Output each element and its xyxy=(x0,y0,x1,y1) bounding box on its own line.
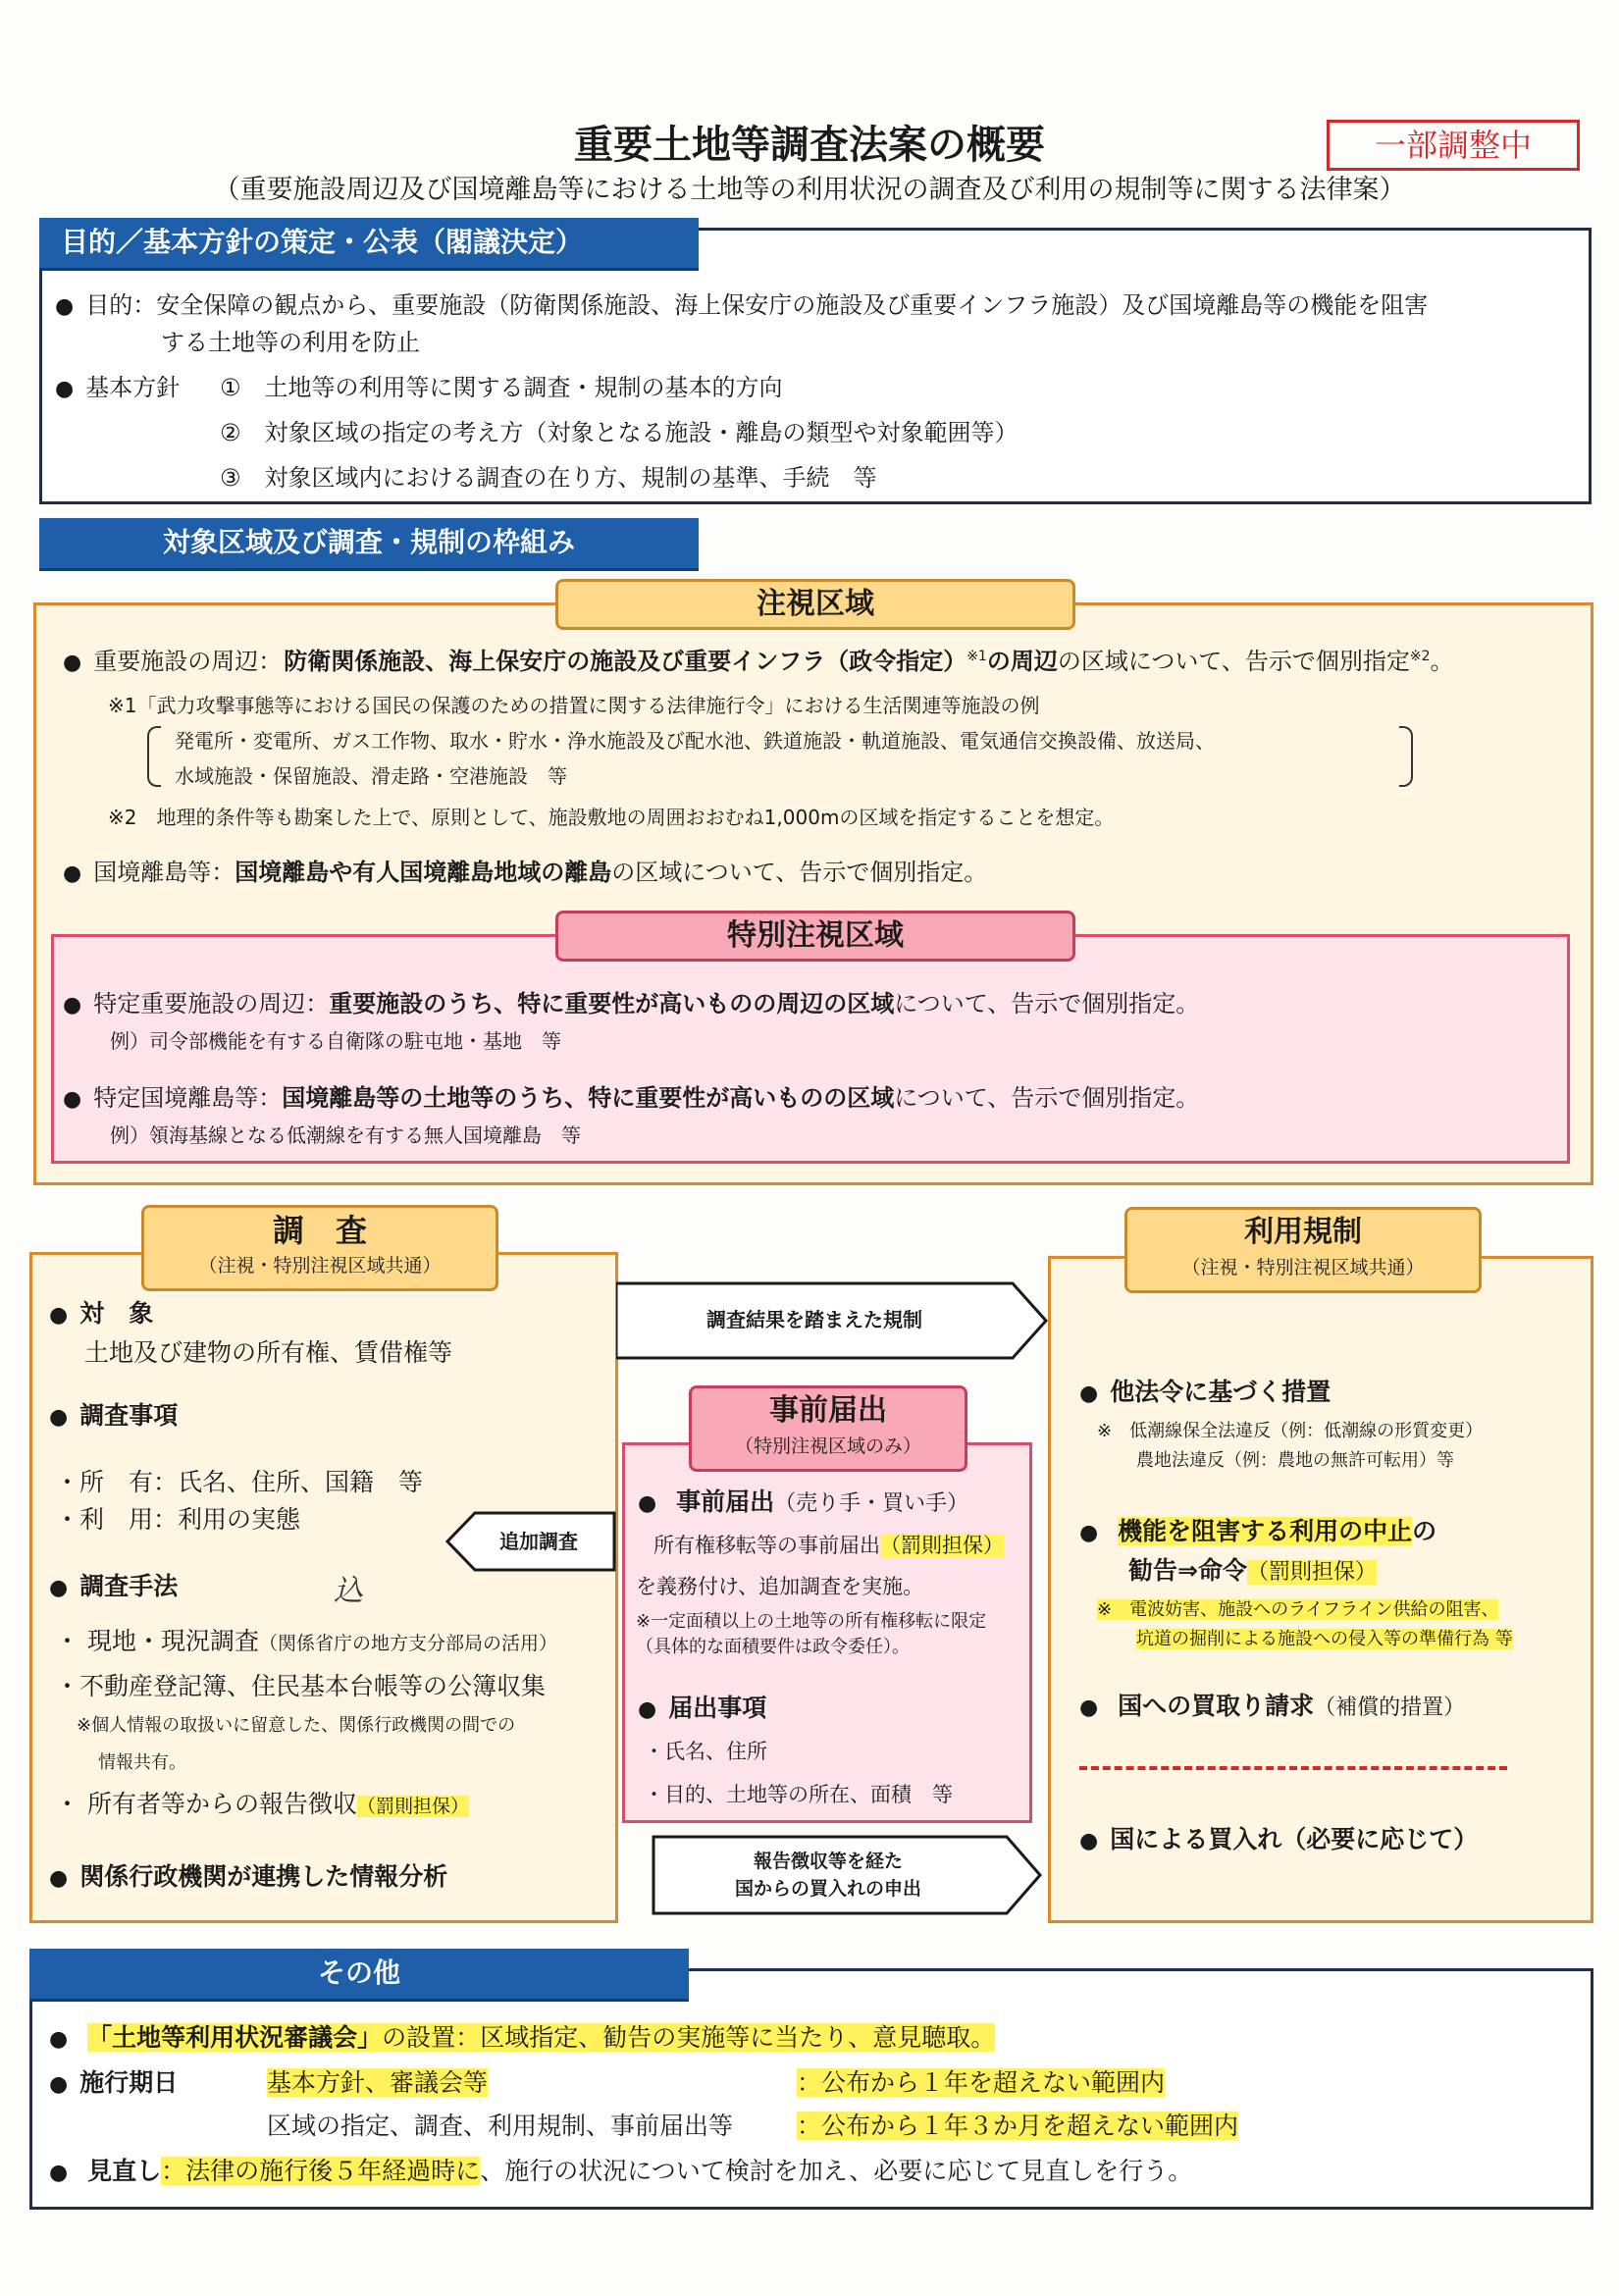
watch-zone-label: 注視区域 xyxy=(555,579,1075,630)
regulation-stop-use-note-2-text: 坑道の掘削による施設への侵入等の準備行為 等 xyxy=(1136,1629,1513,1649)
survey-use: ・ 利 用：利用の実態 xyxy=(55,1503,300,1537)
regulation-stop-use-main: 機能を阻害する利用の中止 xyxy=(1118,1517,1413,1545)
special-item-2-rest: について、告示で個別指定。 xyxy=(894,1084,1200,1112)
prior-notice-heading-main: 事前届出 xyxy=(676,1487,775,1516)
survey-method-3 xyxy=(55,1788,469,1823)
other-effective-2-term xyxy=(797,2110,1238,2143)
other-council-setup: の設置 xyxy=(382,2023,456,2052)
watch-item-2 xyxy=(63,856,987,891)
prior-notice-line-2: を義務付け、追加調査を実施。 xyxy=(636,1575,924,1598)
facilities-line-1: 発電所・変電所、ガス工作物、取水・貯水・浄水施設及び配水池、鉄道施設・軌道施設、電気通信交換設備、放送局、 xyxy=(175,729,1215,753)
arrow-purchase-label-1: 報告徴収等を経た xyxy=(753,1851,903,1872)
page-title: 重要土地等調査法案の概要 xyxy=(574,123,1045,168)
other-effective-heading: ● 施行期日 xyxy=(49,2066,178,2102)
prior-notice-subtitle: （特別注視区域のみ） xyxy=(734,1435,921,1457)
purpose-line2: する土地等の利用を防止 xyxy=(161,329,420,356)
special-item-1-rest: について、告示で個別指定。 xyxy=(894,990,1200,1018)
other-effective-1-term-text: ：公布から１年を超えない範囲内 xyxy=(797,2068,1166,2097)
watch-note-ref-1: ※1 xyxy=(966,649,987,664)
purpose-line1: ● 目的：安全保障の観点から、重要施設（防衛関係施設、海上保安庁の施設及び重要インフラ施設）及び国境離島等の機能を阻害 xyxy=(55,288,1428,324)
other-review-timing: ：法律の施行後５年経過時に xyxy=(161,2157,481,2185)
survey-subtitle: （注視・特別注視区域共通） xyxy=(198,1255,442,1277)
regulation-subtitle: （注視・特別注視区域共通） xyxy=(1181,1257,1425,1278)
policy-item-2: ② 対象区域の指定の考え方（対象となる施設・離島の類型や対象範囲等） xyxy=(220,419,1018,446)
watch-item-1 xyxy=(63,640,1454,680)
special-zone-label: 特別注視区域 xyxy=(555,911,1075,962)
prior-notice-line-1 xyxy=(653,1531,1004,1560)
status-stamp: 一部調整中 xyxy=(1327,120,1580,171)
survey-target: 土地及び建物の所有権、賃借権等 xyxy=(84,1338,453,1367)
watch-item-1-rest: の区域について、告示で個別指定 xyxy=(1057,648,1410,675)
regulation-purchase: ● 国による買入れ（必要に応じて） xyxy=(1079,1823,1478,1858)
survey-analysis: ● 関係行政機関が連携した情報分析 xyxy=(49,1860,447,1896)
watch-note-1: ※1「武力攻撃事態等における国民の保護のための措置に関する法律施行令」における生活関連等施設の例 xyxy=(108,694,1040,717)
other-effective-1-term xyxy=(797,2066,1165,2100)
regulation-order-penalty: （罰則担保） xyxy=(1246,1560,1377,1585)
watch-note-2: ※2 地理的条件等も勘案した上で、原則として、施設敷地の周囲おおむね1,000mの区域を指定することを想定。 xyxy=(108,806,1115,829)
regulation-other-laws-note-2: 農地法違反（例：農地の無許可転用）等 xyxy=(1136,1450,1454,1471)
regulation-buyback-request xyxy=(1079,1690,1465,1725)
facilities-bracket-left xyxy=(147,726,161,787)
watch-note-ref-2: ※2 xyxy=(1409,649,1431,664)
survey-method-2-note-2: 情報共有。 xyxy=(98,1752,186,1773)
arrow-purchase xyxy=(652,1835,1044,1915)
special-item-1-head: ● 特定重要施設の周辺： xyxy=(63,990,329,1018)
watch-item-1-end: 。 xyxy=(1430,648,1454,675)
prior-notice-penalty: （罰則担保） xyxy=(880,1534,1004,1557)
other-council-name: 「土地等利用状況審議会」 xyxy=(87,2023,383,2052)
arrow-regulation-label: 調査結果を踏まえた規制 xyxy=(706,1308,922,1331)
other-effective-2-term-text: ：公布から１年３か月を超えない範囲内 xyxy=(797,2112,1239,2140)
watch-item-2-head: ● 国境離島等： xyxy=(63,859,235,886)
special-item-2 xyxy=(63,1081,1199,1117)
facilities-bracket-right xyxy=(1399,726,1413,787)
regulation-stop-use-note-1 xyxy=(1097,1597,1498,1623)
watch-item-2-bold: 国境離島や有人国境離島地域の離島 xyxy=(235,859,612,886)
arrow-extra-survey-label: 追加調査 xyxy=(499,1530,578,1553)
other-effective-2-label: 区域の指定、調査、利用規制、事前届出等 xyxy=(267,2112,734,2140)
survey-items-heading: ● 調査事項 xyxy=(49,1399,178,1435)
regulation-order xyxy=(1128,1554,1377,1590)
watch-item-1-bold: 防衛関係施設、海上保安庁の施設及び重要インフラ（政令指定） xyxy=(284,648,967,675)
other-effective-1-label-text: 基本方針、審議会等 xyxy=(267,2068,489,2097)
regulation-stop-use-note-2 xyxy=(1136,1627,1513,1652)
survey-method-2-note-1: ※個人情報の取扱いに留意した、関係行政機関の間での xyxy=(77,1715,516,1736)
special-item-1 xyxy=(63,987,1199,1022)
regulation-stop-use-particle: の xyxy=(1412,1517,1437,1545)
special-item-2-head: ● 特定国境離島等： xyxy=(63,1084,282,1112)
prior-notice-heading-sub: （売り手・買い手） xyxy=(774,1491,969,1516)
facilities-line-2: 水域施設・保留施設、滑走路・空港施設 等 xyxy=(175,764,567,788)
survey-target-heading: ● 対 象 xyxy=(49,1297,153,1332)
other-review-heading: 見直し xyxy=(87,2157,162,2185)
framework-tab xyxy=(39,518,699,571)
prior-notice-title: 事前届出 xyxy=(769,1393,887,1428)
policy-item-3: ③ 対象区域内における調査の在り方、規制の基準、手続 等 xyxy=(220,464,877,492)
prior-item-1: ・ 氏名、住所 xyxy=(644,1737,767,1766)
watch-item-1-around: の周辺 xyxy=(986,648,1058,675)
regulation-header xyxy=(1124,1207,1482,1293)
purpose-tab: 目的／基本方針の策定・公表（閣議決定） xyxy=(39,218,699,271)
prior-notice-heading xyxy=(638,1486,968,1521)
prior-notice-note-2: （具体的な面積要件は政令委任）。 xyxy=(636,1637,910,1657)
survey-method-1-sub: （関係省庁の地方支分部局の活用） xyxy=(258,1633,557,1654)
survey-method-3-penalty: （罰則担保） xyxy=(356,1796,469,1817)
other-review xyxy=(49,2155,1192,2190)
survey-method-3-main: 所有者等からの報告徴収 xyxy=(86,1790,357,1818)
survey-header xyxy=(141,1205,498,1291)
prior-items-heading: ● 届出事項 xyxy=(638,1692,766,1727)
regulation-buyback-sub: （補償的措置） xyxy=(1314,1696,1466,1720)
other-council xyxy=(49,2021,995,2057)
framework-tab-label: 対象区域及び調査・規制の枠組み xyxy=(162,526,575,558)
prior-item-2: ・ 目的、土地等の所在、面積 等 xyxy=(644,1780,953,1809)
regulation-buyback-main: 国への買取り請求 xyxy=(1118,1692,1315,1720)
regulation-other-laws: ● 他法令に基づく措置 xyxy=(1079,1376,1331,1411)
survey-method-2: ・ 不動産登記簿、住民基本台帳等の公簿収集 xyxy=(55,1670,546,1703)
special-example-2: 例）領海基線となる低潮線を有する無人国境離島 等 xyxy=(110,1123,581,1147)
regulation-order-main: 勧告⇒命令 xyxy=(1128,1556,1247,1585)
regulation-other-laws-note-1: ※ 低潮線保全法違反（例：低潮線の形質変更） xyxy=(1097,1421,1484,1441)
other-tab-label: その他 xyxy=(317,1957,400,1989)
other-review-desc: 、施行の状況について検討を加え、必要に応じて見直しを行う。 xyxy=(480,2157,1193,2185)
regulation-stop-use xyxy=(1079,1515,1436,1550)
other-tab xyxy=(29,1949,689,2002)
survey-method-1 xyxy=(55,1625,557,1660)
policy-label: ● 基本方針 xyxy=(55,371,180,406)
prior-notice-line-1-main: 所有権移転等の事前届出 xyxy=(653,1534,880,1557)
arrow-purchase-label-2: 国からの買入れの申出 xyxy=(734,1878,921,1900)
other-council-desc: ：区域指定、勧告の実施等に当たり、意見聴取。 xyxy=(455,2023,996,2052)
handwritten-mark: 込 xyxy=(334,1574,363,1608)
regulation-stop-use-note-1-text: ※ 電波妨害、施設へのライフライン供給の阻害、 xyxy=(1097,1599,1499,1620)
survey-method-1-main: 現地・現況調査 xyxy=(86,1627,259,1655)
survey-title: 調 査 xyxy=(272,1212,367,1249)
watch-item-2-rest: の区域について、告示で個別指定。 xyxy=(611,859,988,886)
survey-method-heading: ● 調査手法 xyxy=(49,1570,178,1605)
prior-notice-header xyxy=(689,1385,967,1472)
special-example-1: 例）司令部機能を有する自衛隊の駐屯地・基地 等 xyxy=(110,1029,561,1053)
watch-item-1-head: ● 重要施設の周辺： xyxy=(63,648,282,675)
survey-ownership: ・ 所 有：氏名、住所、国籍 等 xyxy=(55,1466,423,1499)
special-item-2-bold: 国境離島等の土地等のうち、特に重要性が高いものの区域 xyxy=(282,1084,895,1112)
regulation-title: 利用規制 xyxy=(1244,1215,1362,1249)
other-effective-1-label xyxy=(267,2066,488,2100)
special-item-1-bold: 重要施設のうち、特に重要性が高いものの周辺の区域 xyxy=(329,990,895,1018)
prior-notice-note-1: ※一定面積以上の土地等の所有権移転に限定 xyxy=(636,1611,987,1632)
page-subtitle: （重要施設周辺及び国境離島等における土地等の利用状況の調査及び利用の規制等に関する法律案） xyxy=(213,175,1406,205)
policy-item-1: ① 土地等の利用等に関する調査・規制の基本的方向 xyxy=(220,374,783,401)
regulation-divider xyxy=(1079,1766,1507,1770)
